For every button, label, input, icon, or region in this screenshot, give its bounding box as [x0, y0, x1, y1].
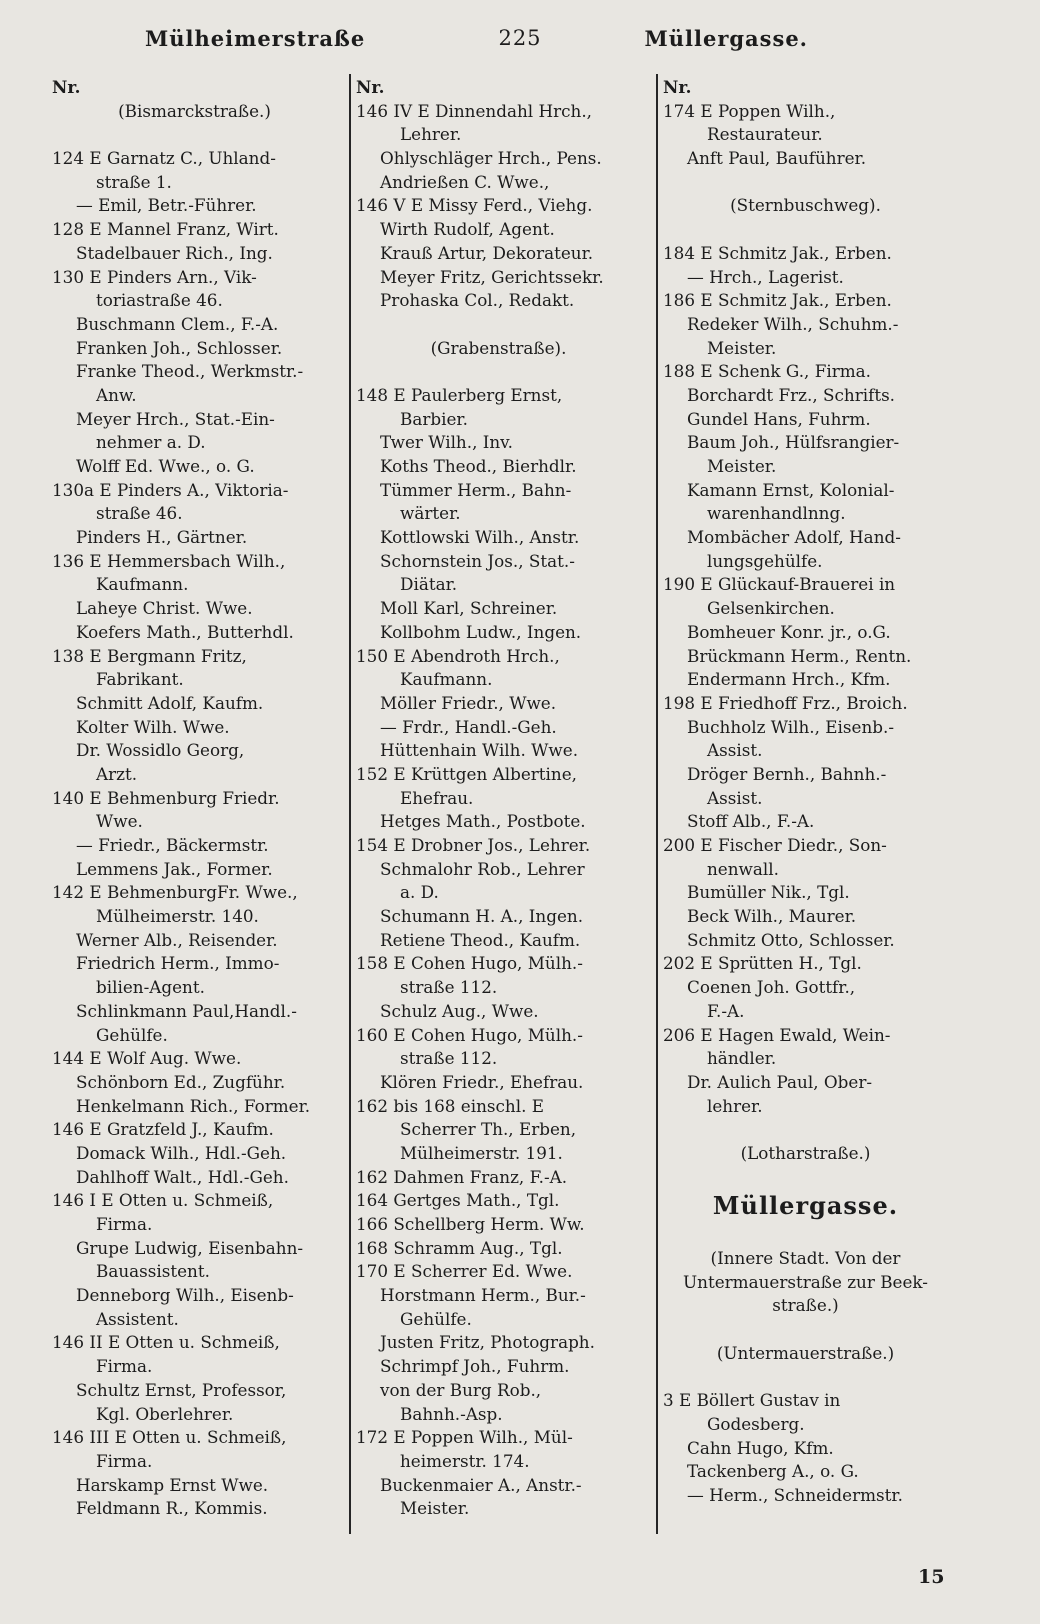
directory-entry-line: 130 E Pinders Arn., Vik-: [52, 266, 257, 287]
directory-entry-line: — Herm., Schneidermstr.: [687, 1484, 903, 1505]
directory-entry-line: 146 E Gratzfeld J., Kaufm.: [52, 1119, 274, 1140]
directory-entry-line: 160 E Cohen Hugo, Mülh.-: [356, 1024, 583, 1045]
directory-entry-line: Retiene Theod., Kaufm.: [380, 929, 581, 950]
directory-entry-line: Schrimpf Joh., Fuhrm.: [380, 1356, 570, 1377]
directory-entry-line: Schmitz Otto, Schlosser.: [687, 929, 895, 950]
directory-entry-line: 146 IV E Dinnendahl Hrch.,: [356, 100, 592, 121]
directory-entry-line: Brückmann Herm., Rentn.: [687, 645, 912, 666]
directory-entry-line: 128 E Mannel Franz, Wirt.: [52, 219, 279, 240]
directory-entry-line: 146 III E Otten u. Schmeiß,: [52, 1427, 287, 1448]
directory-entry-line: Twer Wilh., Inv.: [380, 432, 514, 453]
directory-entry-line: Schulz Aug., Wwe.: [380, 1000, 539, 1021]
directory-entry-line: Firma.: [96, 1214, 153, 1234]
directory-entry-line: nehmer a. D.: [96, 432, 206, 453]
directory-entry-line: 140 E Behmenburg Friedr.: [52, 787, 280, 808]
directory-entry-line: 202 E Sprütten H., Tgl.: [663, 953, 862, 974]
spacer: [663, 218, 948, 242]
directory-entry-line: — Hrch., Lagerist.: [687, 266, 844, 287]
directory-entry-line: Kaufmann.: [400, 669, 493, 690]
spacer: [663, 171, 948, 195]
directory-entry-line: 146 V E Missy Ferd., Viehg.: [356, 195, 593, 216]
directory-entry-line: händler.: [707, 1048, 777, 1069]
directory-entry-line: Bumüller Nik., Tgl.: [687, 882, 850, 903]
spacer: [52, 123, 337, 147]
directory-entry-line: Prohaska Col., Redakt.: [380, 290, 575, 311]
directory-entry-line: 164 Gertges Math., Tgl.: [356, 1190, 560, 1211]
directory-entry-line: Meister.: [707, 456, 777, 476]
directory-entry-line: Meyer Hrch., Stat.-Ein-: [76, 408, 275, 429]
directory-entry-line: Bahnh.-Asp.: [400, 1403, 503, 1424]
column-3: [663, 76, 948, 1508]
spacer: [356, 360, 641, 384]
spacer: [663, 1365, 948, 1389]
directory-entry-line: Dr. Wossidlo Georg,: [76, 740, 245, 761]
directory-entry-line: 162 Dahmen Franz, F.-A.: [356, 1166, 568, 1187]
directory-entry-line: Harskamp Ernst Wwe.: [76, 1474, 269, 1495]
directory-entry-line: F.-A.: [707, 1000, 745, 1021]
directory-entry-line: 200 E Fischer Diedr., Son-: [663, 835, 887, 855]
directory-entry-line: Schönborn Ed., Zugführ.: [76, 1071, 286, 1092]
directory-entry-line: Restaurateur.: [707, 124, 823, 145]
directory-entry-line: Krauß Artur, Dekorateur.: [380, 242, 594, 263]
directory-entry-line: Stadelbauer Rich., Ing.: [76, 242, 273, 263]
directory-entry-line: Buschmann Clem., F.-A.: [76, 313, 279, 334]
directory-entry-line: 190 E Glückauf-Brauerei in: [663, 574, 896, 595]
directory-entry-line: Schultz Ernst, Professor,: [76, 1379, 287, 1400]
directory-entry-line: Redeker Wilh., Schuhm.-: [687, 313, 899, 334]
directory-entry-line: Lehrer.: [400, 124, 462, 145]
directory-entry-line: Coenen Joh. Gottfr.,: [687, 977, 856, 998]
directory-entry-line: heimerstr. 174.: [400, 1450, 530, 1471]
directory-entry-line: Gelsenkirchen.: [707, 598, 835, 619]
directory-entry-line: Kgl. Oberlehrer.: [96, 1403, 234, 1424]
spacer: [663, 1318, 948, 1342]
directory-entry-line: 158 E Cohen Hugo, Mülh.-: [356, 953, 583, 974]
directory-entry-line: Schlinkmann Paul,Handl.-: [76, 1000, 297, 1021]
directory-entry-line: Assist.: [707, 787, 763, 808]
directory-entry-line: Schmalohr Rob., Lehrer: [380, 858, 585, 879]
directory-entry-line: — Emil, Betr.-Führer.: [76, 195, 257, 216]
directory-entry-line: Lemmens Jak., Former.: [76, 858, 273, 879]
directory-entry-line: Werner Alb., Reisender.: [76, 929, 278, 950]
directory-entry-line: Möller Friedr., Wwe.: [380, 692, 557, 713]
directory-entry-line: straße 112.: [400, 1048, 498, 1069]
section-heading: (Untermauerstraße.): [716, 1342, 895, 1363]
directory-entry-line: 124 E Garnatz C., Uhland-: [52, 148, 276, 169]
directory-entry-line: Franken Joh., Schlosser.: [76, 337, 283, 358]
directory-entry-line: Denneborg Wilh., Eisenb-: [76, 1285, 294, 1306]
column-head: Nr.: [663, 77, 692, 97]
directory-entry-line: 172 E Poppen Wilh., Mül-: [356, 1427, 573, 1448]
directory-entry-line: Firma.: [96, 1356, 153, 1377]
directory-entry-line: Kamann Ernst, Kolonial-: [687, 479, 895, 500]
directory-entry-line: 152 E Krüttgen Albertine,: [356, 763, 577, 784]
directory-entry-line: Bauassistent.: [96, 1261, 210, 1282]
directory-entry-line: Koths Theod., Bierhdlr.: [380, 456, 577, 476]
section-heading: (Sternbuschweg).: [730, 195, 881, 216]
directory-entry-line: 206 E Hagen Ewald, Wein-: [663, 1024, 891, 1045]
directory-entry-line: Gundel Hans, Fuhrm.: [687, 408, 871, 429]
directory-entry-line: Domack Wilh., Hdl.-Geh.: [76, 1142, 287, 1163]
column-2: [356, 76, 641, 1521]
directory-entry-line: 198 E Friedhoff Frz., Broich.: [663, 692, 908, 713]
directory-entry-line: Wirth Rudolf, Agent.: [380, 219, 555, 240]
directory-entry-line: Assistent.: [96, 1308, 179, 1329]
column-divider: [349, 74, 351, 1534]
section-heading: straße.): [772, 1295, 839, 1316]
directory-entry-line: Bomheuer Konr. jr., o.G.: [687, 621, 891, 642]
directory-entry-line: Buckenmaier A., Anstr.-: [380, 1474, 582, 1495]
section-heading: (Bismarckstraße.): [118, 100, 271, 121]
directory-entry-line: Koefers Math., Butterhdl.: [76, 621, 294, 642]
directory-entry-line: Andrießen C. Wwe.,: [380, 171, 550, 192]
directory-entry-line: 148 E Paulerberg Ernst,: [356, 384, 563, 405]
directory-entry-line: Endermann Hrch., Kfm.: [687, 669, 891, 690]
directory-entry-line: 3 E Böllert Gustav in: [663, 1390, 841, 1411]
directory-entry-line: Feldmann R., Kommis.: [76, 1498, 268, 1519]
directory-entry-line: Ehefrau.: [400, 787, 474, 808]
directory-entry-line: Firma.: [96, 1450, 153, 1471]
directory-entry-line: Franke Theod., Werkmstr.-: [76, 361, 304, 382]
directory-entry-line: 150 E Abendroth Hrch.,: [356, 645, 560, 666]
section-heading: (Grabenstraße).: [430, 337, 567, 358]
directory-entry-line: Schmitt Adolf, Kaufm.: [76, 692, 264, 713]
section-heading: Müllergasse.: [712, 1191, 899, 1221]
spacer: [356, 313, 641, 337]
directory-entry-line: 146 II E Otten u. Schmeiß,: [52, 1332, 280, 1353]
directory-entry-line: Kaufmann.: [96, 574, 189, 595]
directory-entry-line: Mombächer Adolf, Hand-: [687, 527, 901, 548]
directory-entry-line: wärter.: [400, 503, 461, 524]
directory-entry-line: Diätar.: [400, 574, 458, 595]
directory-entry-line: nenwall.: [707, 858, 779, 879]
column-head: Nr.: [52, 77, 81, 97]
directory-entry-line: bilien-Agent.: [96, 977, 205, 998]
directory-entry-line: 130a E Pinders A., Viktoria-: [52, 479, 289, 500]
directory-entry-line: Klören Friedr., Ehefrau.: [380, 1071, 584, 1092]
directory-entry-line: lungsgehülfe.: [707, 550, 823, 571]
directory-entry-line: Schumann H. A., Ingen.: [380, 906, 584, 927]
directory-entry-line: Wolff Ed. Wwe., o. G.: [76, 456, 255, 476]
directory-entry-line: Fabrikant.: [96, 669, 184, 690]
directory-entry-line: 168 Schramm Aug., Tgl.: [356, 1237, 563, 1258]
spacer: [663, 1118, 948, 1142]
directory-entry-line: Scherrer Th., Erben,: [400, 1119, 577, 1140]
directory-entry-line: von der Burg Rob.,: [380, 1379, 542, 1400]
directory-entry-line: Schornstein Jos., Stat.-: [380, 550, 575, 571]
directory-entry-line: Moll Karl, Schreiner.: [380, 598, 558, 619]
directory-entry-line: Friedrich Herm., Immo-: [76, 953, 280, 974]
directory-entry-line: Laheye Christ. Wwe.: [76, 598, 253, 619]
directory-entry-line: Hüttenhain Wilh. Wwe.: [380, 740, 579, 761]
directory-entry-line: Henkelmann Rich., Former.: [76, 1095, 311, 1116]
directory-entry-line: 186 E Schmitz Jak., Erben.: [663, 290, 892, 311]
directory-entry-line: Grupe Ludwig, Eisenbahn-: [76, 1237, 304, 1258]
directory-entry-line: warenhandlnng.: [707, 503, 846, 524]
directory-entry-line: Tackenberg A., o. G.: [687, 1461, 859, 1482]
directory-entry-line: Barbier.: [400, 408, 468, 429]
spacer: [663, 1223, 948, 1247]
directory-entry-line: Wwe.: [96, 811, 143, 832]
directory-entry-line: Justen Fritz, Photograph.: [380, 1332, 595, 1353]
directory-entry-line: Gehülfe.: [96, 1024, 168, 1045]
directory-entry-line: — Friedr., Bäckermstr.: [76, 835, 269, 855]
running-head-right: Müllergasse.: [644, 26, 808, 51]
directory-entry-line: Kolter Wilh. Wwe.: [76, 716, 230, 737]
directory-entry-line: Kollbohm Ludw., Ingen.: [380, 621, 582, 642]
directory-entry-line: Baum Joh., Hülfsrangier-: [687, 432, 900, 453]
section-heading: Untermauerstraße zur Beek-: [683, 1271, 928, 1292]
directory-entry-line: Borchardt Frz., Schrifts.: [687, 384, 896, 405]
directory-entry-line: Meyer Fritz, Gerichtssekr.: [380, 266, 604, 287]
section-heading: (Lotharstraße.): [740, 1142, 871, 1163]
directory-entry-line: 154 E Drobner Jos., Lehrer.: [356, 835, 591, 855]
directory-entry-line: Buchholz Wilh., Eisenb.-: [687, 716, 895, 737]
directory-entry-line: Kottlowski Wilh., Anstr.: [380, 527, 580, 548]
directory-entry-line: 146 I E Otten u. Schmeiß,: [52, 1190, 274, 1211]
directory-entry-line: 166 Schellberg Herm. Ww.: [356, 1214, 585, 1234]
directory-entry-line: 170 E Scherrer Ed. Wwe.: [356, 1261, 573, 1282]
directory-entry-line: Meister.: [707, 337, 777, 358]
directory-entry-line: Dr. Aulich Paul, Ober-: [687, 1071, 873, 1092]
directory-entry-line: Gehülfe.: [400, 1308, 472, 1329]
directory-entry-line: 144 E Wolf Aug. Wwe.: [52, 1048, 242, 1069]
directory-entry-line: Horstmann Herm., Bur.-: [380, 1285, 586, 1306]
directory-entry-line: Anw.: [96, 384, 137, 405]
directory-entry-line: Mülheimerstr. 140.: [96, 906, 259, 927]
directory-entry-line: Cahn Hugo, Kfm.: [687, 1437, 834, 1458]
directory-entry-line: a. D.: [400, 882, 439, 903]
directory-entry-line: Assist.: [707, 740, 763, 761]
directory-entry-line: 142 E BehmenburgFr. Wwe.,: [52, 882, 298, 903]
directory-entry-line: Meister.: [400, 1498, 470, 1519]
column-head: Nr.: [356, 77, 385, 97]
directory-entry-line: — Frdr., Handl.-Geh.: [380, 716, 557, 737]
page-number: 225: [498, 26, 542, 50]
column-divider: [656, 74, 658, 1534]
running-head-left: Mülheimerstraße: [145, 26, 366, 51]
directory-entry-line: 138 E Bergmann Fritz,: [52, 645, 247, 666]
directory-entry-line: Arzt.: [96, 763, 138, 784]
directory-entry-line: Tümmer Herm., Bahn-: [380, 479, 572, 500]
directory-entry-line: Dröger Bernh., Bahnh.-: [687, 763, 887, 784]
directory-entry-line: straße 46.: [96, 503, 183, 524]
directory-entry-line: Anft Paul, Bauführer.: [687, 148, 867, 169]
directory-entry-line: Dahlhoff Walt., Hdl.-Geh.: [76, 1166, 289, 1187]
directory-entry-line: lehrer.: [707, 1095, 763, 1116]
directory-entry-line: Godesberg.: [707, 1413, 805, 1434]
directory-entry-line: 136 E Hemmersbach Wilh.,: [52, 550, 286, 571]
directory-entry-line: straße 1.: [96, 171, 172, 192]
directory-entry-line: toriastraße 46.: [96, 290, 223, 311]
directory-entry-line: Beck Wilh., Maurer.: [687, 906, 857, 927]
column-1: [52, 76, 337, 1521]
directory-entry-line: 162 bis 168 einschl. E: [356, 1095, 544, 1116]
directory-entry-line: Mülheimerstr. 191.: [400, 1142, 563, 1163]
directory-entry-line: Hetges Math., Postbote.: [380, 811, 586, 832]
directory-entry-line: Ohlyschläger Hrch., Pens.: [380, 148, 602, 169]
directory-entry-line: Stoff Alb., F.-A.: [687, 811, 815, 832]
folio-number: 15: [918, 1566, 945, 1588]
spacer: [663, 1166, 948, 1190]
directory-entry-line: straße 112.: [400, 977, 498, 998]
directory-entry-line: 174 E Poppen Wilh.,: [663, 100, 836, 121]
directory-entry-line: 188 E Schenk G., Firma.: [663, 361, 871, 382]
directory-entry-line: 184 E Schmitz Jak., Erben.: [663, 242, 892, 263]
directory-entry-line: Pinders H., Gärtner.: [76, 527, 248, 548]
section-heading: (Innere Stadt. Von der: [710, 1248, 901, 1268]
